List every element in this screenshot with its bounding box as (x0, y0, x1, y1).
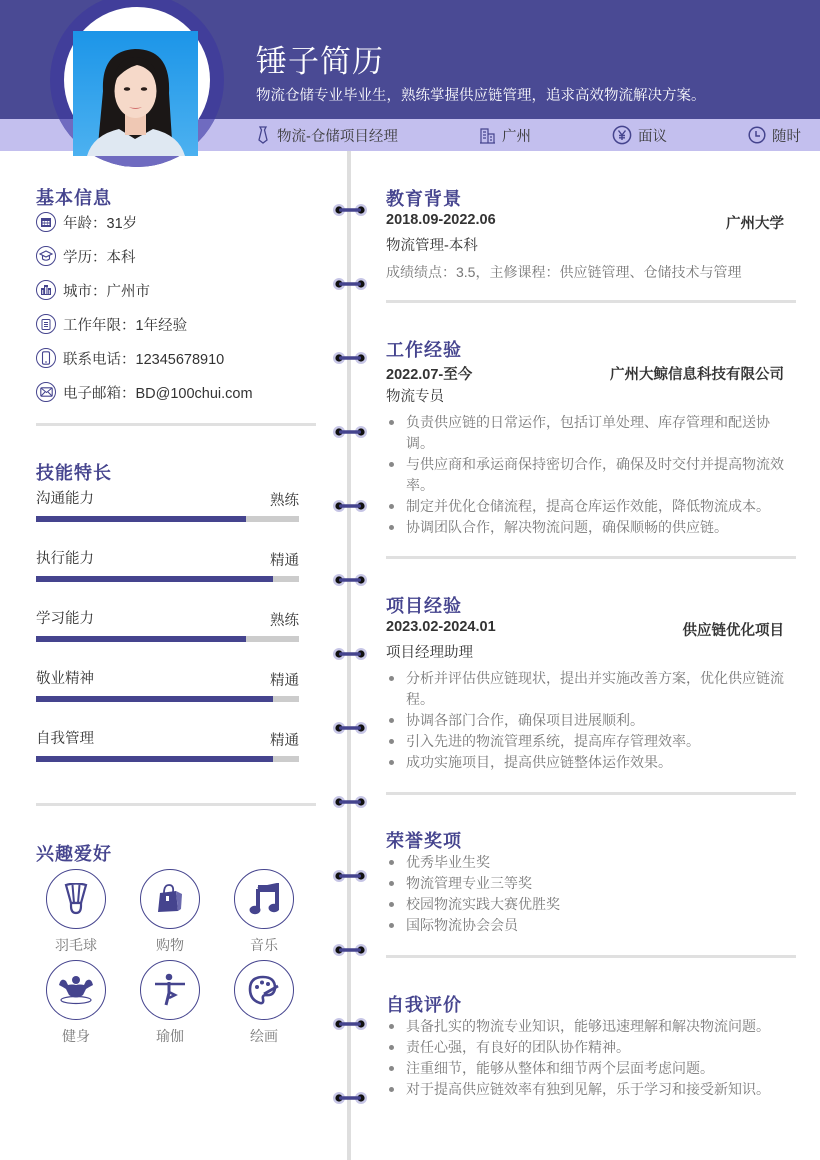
hobby-badminton (46, 869, 106, 955)
skill-progress-bar (36, 636, 299, 642)
hobby-fitness (46, 960, 106, 1046)
binder-ring-icon (332, 869, 368, 883)
work-bullet: 负责供应链的日常运作，包括订单处理、库存管理和配送协调。 (386, 412, 786, 454)
resume-tagline: 物流仓储专业毕业生，熟练掌握供应链管理，追求高效物流解决方案。 (256, 88, 706, 104)
skill-progress-fill (36, 636, 246, 642)
header-availability-label: 随时 (772, 128, 801, 145)
info-age (36, 211, 137, 233)
project-name: 供应链优化项目 (682, 623, 784, 639)
self-eval-item: 责任心强，有良好的团队协作精神。 (386, 1037, 786, 1058)
project-bullet: 引入先进的物流管理系统，提高库存管理效率。 (386, 731, 786, 752)
header-city-label: 广州 (502, 128, 531, 145)
education-major: 物流管理-本科 (386, 238, 478, 254)
yen-icon (612, 125, 632, 145)
info-city (36, 279, 150, 301)
skill-progress-bar (36, 696, 299, 702)
project-date: 2023.02-2024.01 (386, 619, 496, 635)
binder-ring-icon (332, 351, 368, 365)
info-email (36, 381, 253, 403)
work-date: 2022.07-至今 (386, 367, 473, 383)
binder-ring-icon (332, 1017, 368, 1031)
hobby-shopping (140, 869, 200, 955)
binder-ring-icon (332, 1091, 368, 1105)
header-city (479, 119, 531, 151)
work-bullet: 协调团队合作，解决物流问题，确保顺畅的供应链。 (386, 517, 786, 538)
work-title: 工作经验 (386, 340, 462, 360)
header-availability (748, 119, 801, 151)
graduation-cap-icon (36, 246, 56, 266)
binder-ring-icon (332, 647, 368, 661)
self-eval-item: 具备扎实的物流专业知识，能够迅速理解和解决物流问题。 (386, 1016, 786, 1037)
skill-name: 敬业精神 (36, 671, 94, 687)
skill-progress-fill (36, 516, 246, 522)
mail-icon (36, 382, 56, 402)
section-divider (386, 792, 796, 795)
project-bullet: 协调各部门合作，确保项目进展顺利。 (386, 710, 786, 731)
skill-progress-fill (36, 756, 273, 762)
section-divider (36, 423, 316, 426)
skill-progress-fill (36, 576, 273, 582)
hobby-label: 购物 (156, 937, 184, 953)
work-bullet: 与供应商和承运商保持密切合作，确保及时交付并提高物流效率。 (386, 454, 786, 496)
header-job-label: 物流-仓储项目经理 (277, 128, 398, 145)
self-eval-item: 注重细节，能够从整体和细节两个层面考虑问题。 (386, 1058, 786, 1079)
skill-name: 执行能力 (36, 551, 94, 567)
hobby-label: 羽毛球 (55, 937, 97, 953)
phone-icon (36, 348, 56, 368)
project-bullets (386, 668, 786, 773)
skill-name: 学习能力 (36, 611, 94, 627)
clock-icon (748, 126, 766, 144)
awards-title: 荣誉奖项 (386, 831, 462, 851)
education-date: 2018.09-2022.06 (386, 212, 496, 228)
skill-level: 熟练 (270, 493, 299, 509)
education-school: 广州大学 (726, 216, 784, 232)
skill-name: 沟通能力 (36, 491, 94, 507)
badminton-icon (46, 869, 106, 929)
work-bullet: 制定并优化仓储流程，提高仓库运作效能，降低物流成本。 (386, 496, 786, 517)
hobby-label: 健身 (62, 1028, 90, 1044)
resume-title: 锤子简历 (256, 44, 384, 79)
skill-progress-bar (36, 516, 299, 522)
work-bullets (386, 412, 786, 538)
shopping-bag-icon (140, 869, 200, 929)
document-icon (36, 314, 56, 334)
binder-ring-icon (332, 203, 368, 217)
award-item: 优秀毕业生奖 (386, 852, 786, 873)
city-icon (36, 280, 56, 300)
hobby-label: 音乐 (250, 937, 278, 953)
skill-name: 自我管理 (36, 731, 94, 747)
palette-icon (234, 960, 294, 1020)
info-email-text: 电子邮箱：BD@100chui.com (63, 385, 253, 402)
info-education-text: 学历：本科 (63, 249, 136, 266)
section-divider (36, 803, 316, 806)
info-experience-text: 工作年限：1年经验 (63, 317, 188, 334)
project-bullet: 成功实施项目，提高供应链整体运作效果。 (386, 752, 786, 773)
hobby-painting (234, 960, 294, 1046)
self-eval-item: 对于提高供应链效率有独到见解，乐于学习和接受新知识。 (386, 1079, 786, 1100)
section-divider (386, 556, 796, 559)
education-detail: 成绩绩点：3.5，主修课程：供应链管理、仓储技术与管理 (386, 264, 742, 280)
binder-ring-icon (332, 425, 368, 439)
awards-bullets (386, 852, 786, 936)
self-eval-title: 自我评价 (386, 995, 462, 1015)
header-salary (612, 119, 667, 151)
basic-info-title: 基本信息 (36, 188, 112, 208)
project-bullet: 分析并评估供应链现状，提出并实施改善方案，优化供应链流程。 (386, 668, 786, 710)
info-city-text: 城市：广州市 (63, 283, 150, 300)
hobby-music (234, 869, 294, 955)
music-note-icon (234, 869, 294, 929)
building-icon (479, 127, 496, 144)
education-title: 教育背景 (386, 189, 462, 209)
binder-ring-icon (332, 795, 368, 809)
binder-ring-icon (332, 573, 368, 587)
hobbies-title: 兴趣爱好 (36, 844, 112, 864)
skill-progress-bar (36, 756, 299, 762)
work-role: 物流专员 (386, 389, 444, 405)
header-job-target (255, 119, 398, 151)
info-phone (36, 347, 224, 369)
info-experience (36, 313, 187, 335)
project-role: 项目经理助理 (386, 645, 473, 661)
tie-icon (255, 126, 271, 144)
info-age-text: 年龄：31岁 (63, 215, 138, 232)
hobby-label: 瑜伽 (156, 1028, 184, 1044)
binder-ring-icon (332, 943, 368, 957)
award-item: 物流管理专业三等奖 (386, 873, 786, 894)
work-company: 广州大鲸信息科技有限公司 (610, 367, 784, 383)
self-eval-bullets (386, 1016, 786, 1100)
hobby-yoga (140, 960, 200, 1046)
skill-progress-bar (36, 576, 299, 582)
yoga-icon (140, 960, 200, 1020)
calendar-icon (36, 212, 56, 232)
skill-level: 精通 (270, 673, 299, 689)
info-education (36, 245, 136, 267)
binder-ring-icon (332, 721, 368, 735)
section-divider (386, 955, 796, 958)
skill-progress-fill (36, 696, 273, 702)
profile-photo (73, 31, 198, 156)
skills-title: 技能特长 (36, 463, 112, 483)
section-divider (386, 300, 796, 303)
header-salary-label: 面议 (638, 128, 667, 145)
award-item: 国际物流协会会员 (386, 915, 786, 936)
award-item: 校园物流实践大赛优胜奖 (386, 894, 786, 915)
binder-ring-icon (332, 277, 368, 291)
skill-level: 精通 (270, 733, 299, 749)
project-title: 项目经验 (386, 596, 462, 616)
hobby-label: 绘画 (250, 1028, 278, 1044)
fitness-icon (46, 960, 106, 1020)
info-phone-text: 联系电话：12345678910 (63, 351, 225, 368)
skill-level: 精通 (270, 553, 299, 569)
binder-ring-icon (332, 499, 368, 513)
skill-level: 熟练 (270, 613, 299, 629)
